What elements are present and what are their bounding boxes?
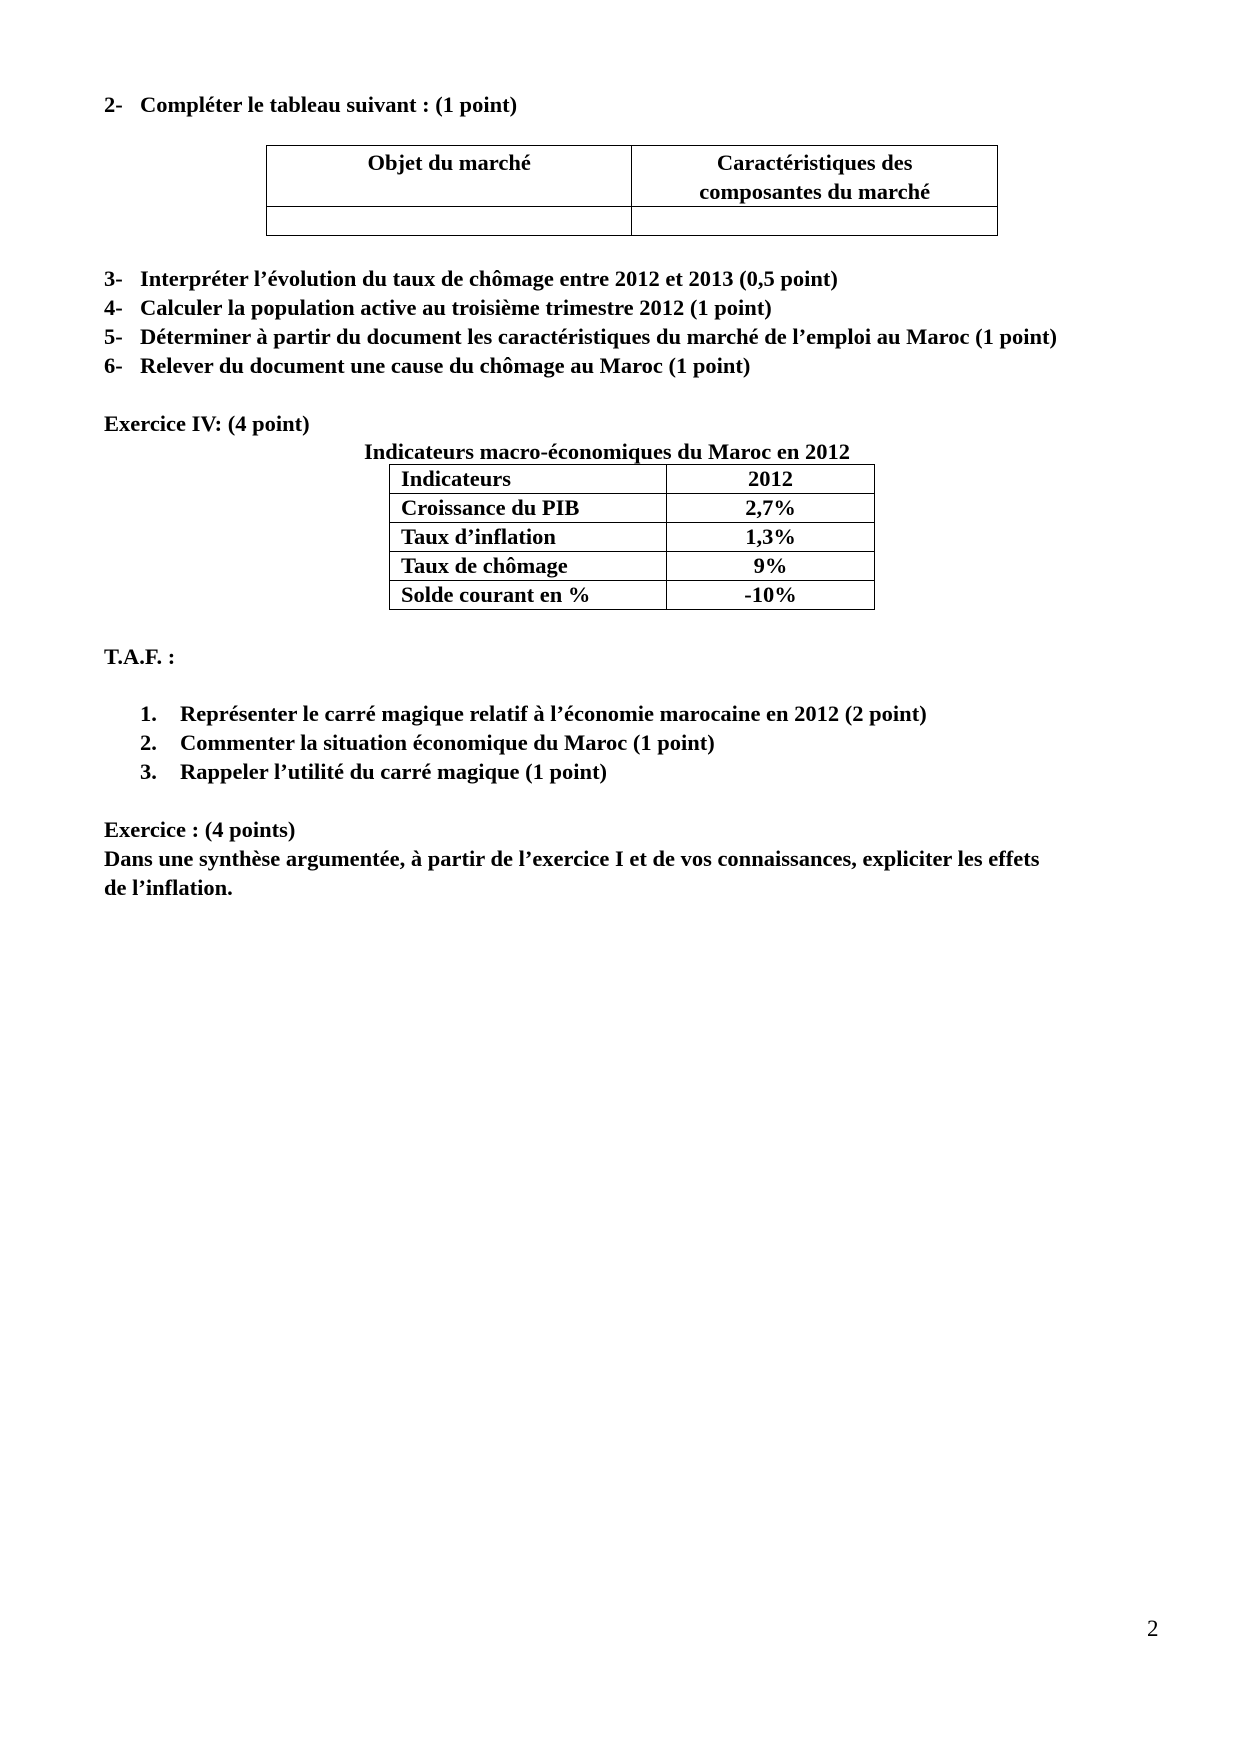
question-2 xyxy=(104,90,517,119)
taf-item-3 xyxy=(140,757,607,786)
exercise-5-line-2: de l’inflation. xyxy=(104,875,233,900)
exercise-5-line-1: Dans une synthèse argumentée, à partir de l’exercice I et de vos connaissances, expliciter les effets xyxy=(104,846,1040,871)
taf-item-number: 2. xyxy=(140,730,157,755)
taf-label: T.A.F. : xyxy=(104,644,176,669)
indicator-label: Solde courant en % xyxy=(390,581,667,610)
indicator-label: Taux de chômage xyxy=(390,552,667,581)
exercise-4-title: Exercice IV: (4 point) xyxy=(104,411,310,436)
question-text: Déterminer à partir du document les caractéristiques du marché de l’emploi au Maroc (1 point) xyxy=(140,324,1057,349)
table-row xyxy=(390,552,875,581)
market-table-cell-empty-characteristics[interactable] xyxy=(632,207,998,236)
table-header-row xyxy=(390,465,875,494)
table-row xyxy=(390,494,875,523)
macro-indicators-table xyxy=(389,464,875,610)
header-year: 2012 xyxy=(667,465,875,494)
taf-item-text: Commenter la situation économique du Maroc (1 point) xyxy=(180,730,715,755)
indicator-value: 9% xyxy=(667,552,875,581)
indicator-value: -10% xyxy=(667,581,875,610)
question-number: 3- xyxy=(104,266,123,291)
macro-table-title: Indicateurs macro-économiques du Maroc en 2012 xyxy=(364,439,851,464)
indicator-value: 2,7% xyxy=(667,494,875,523)
question-text: Interpréter l’évolution du taux de chômage entre 2012 et 2013 (0,5 point) xyxy=(140,266,838,291)
market-table-cell-empty-object[interactable] xyxy=(267,207,632,236)
table-row xyxy=(390,523,875,552)
taf-item-number: 3. xyxy=(140,759,157,784)
taf-item-text: Représenter le carré magique relatif à l’économie marocaine en 2012 (2 point) xyxy=(180,701,927,726)
market-table xyxy=(266,145,998,236)
question-number: 4- xyxy=(104,295,123,320)
question-text: Calculer la population active au troisième trimestre 2012 (1 point) xyxy=(140,295,772,320)
taf-item-1 xyxy=(140,699,927,728)
page-number: 2 xyxy=(1147,1616,1159,1641)
indicator-label: Croissance du PIB xyxy=(390,494,667,523)
question-number: 5- xyxy=(104,324,123,349)
taf-item-text: Rappeler l’utilité du carré magique (1 point) xyxy=(180,759,608,784)
question-text: Relever du document une cause du chômage au Maroc (1 point) xyxy=(140,353,751,378)
header-indicateurs: Indicateurs xyxy=(390,465,667,494)
question-6 xyxy=(104,351,750,380)
table-row xyxy=(390,581,875,610)
taf-item-number: 1. xyxy=(140,701,157,726)
header-line-2: composantes du marché xyxy=(699,179,931,204)
question-3 xyxy=(104,264,838,293)
indicator-label: Taux d’inflation xyxy=(390,523,667,552)
question-5 xyxy=(104,322,1057,351)
question-number: 6- xyxy=(104,353,123,378)
indicator-value: 1,3% xyxy=(667,523,875,552)
market-table-header-characteristics xyxy=(632,146,998,207)
taf-item-2 xyxy=(140,728,715,757)
question-4 xyxy=(104,293,772,322)
question-text: Compléter le tableau suivant : (1 point) xyxy=(140,92,518,117)
header-line-1: Caractéristiques des xyxy=(716,150,913,175)
question-number: 2- xyxy=(104,92,123,117)
market-table-header-object: Objet du marché xyxy=(267,146,632,207)
exercise-5-title: Exercice : (4 points) xyxy=(104,817,296,842)
